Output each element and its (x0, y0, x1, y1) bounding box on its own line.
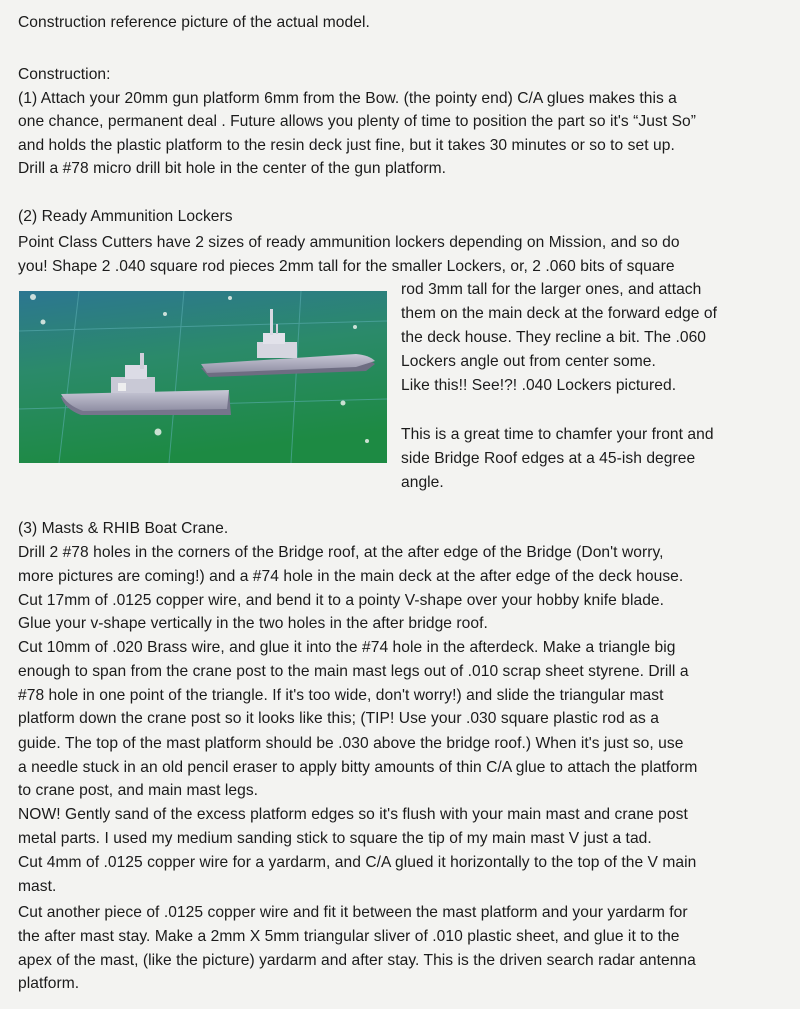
step3-line: platform down the crane post so it looks like this; (TIP! Use your .030 square plastic rod as a (18, 710, 659, 727)
step3-heading: (3) Masts & RHIB Boat Crane. (18, 520, 229, 537)
step1-line: Drill a #78 micro drill bit hole in the center of the gun platform. (18, 160, 447, 177)
step3-line: Drill 2 #78 holes in the corners of the Bridge roof, at the after edge of the Bridge (Don't worry, (18, 544, 664, 561)
step2-tip-line: This is a great time to chamfer your front and (401, 426, 714, 443)
step2-line: Like this!! See!?! .040 Lockers pictured. (401, 377, 677, 394)
model-reference-photo (19, 291, 387, 463)
step3-line: metal parts. I used my medium sanding stick to square the tip of my main mast V just a tad. (18, 830, 652, 847)
step3-line: mast. (18, 878, 57, 895)
step2-line: the deck house. They recline a bit. The .060 (401, 329, 707, 346)
step2-heading: (2) Ready Ammunition Lockers (18, 208, 233, 225)
step3-line: more pictures are coming!) and a #74 hole in the main deck at the after edge of the deck house. (18, 568, 684, 585)
step3-line: apex of the mast, (like the picture) yardarm and after stay. This is the driven search radar antenna (18, 952, 696, 969)
step2-tip-line: angle. (401, 474, 444, 491)
construction-heading: Construction: (18, 66, 111, 83)
step2-line: Point Class Cutters have 2 sizes of ready ammunition lockers depending on Mission, and so do (18, 234, 680, 251)
step3-line: the after mast stay. Make a 2mm X 5mm triangular sliver of .010 plastic sheet, and glue it to the (18, 928, 680, 945)
model-photo-image (19, 291, 387, 463)
step3-line: Cut 4mm of .0125 copper wire for a yardarm, and C/A glued it horizontally to the top of the V main (18, 854, 697, 871)
step3-line: guide. The top of the mast platform should be .030 above the bridge roof.) When it's just so, use (18, 735, 684, 752)
step3-line: Cut 10mm of .020 Brass wire, and glue it into the #74 hole in the afterdeck. Make a triangle big (18, 639, 676, 656)
step3-line: a needle stuck in an old pencil eraser to apply bitty amounts of thin C/A glue to attach the platform (18, 759, 698, 776)
intro-line: Construction reference picture of the actual model. (18, 14, 370, 31)
step3-line: #78 hole in one point of the triangle. If it's too wide, don't worry!) and slide the triangular mast (18, 687, 664, 704)
step2-line: Lockers angle out from center some. (401, 353, 656, 370)
step3-line: platform. (18, 975, 80, 992)
step1-line: (1) Attach your 20mm gun platform 6mm from the Bow. (the pointy end) C/A glues makes this a (18, 90, 677, 107)
step1-line: one chance, permanent deal . Future allows you plenty of time to position the part so it's “Just So” (18, 113, 696, 130)
step3-line: to crane post, and main mast legs. (18, 782, 259, 799)
step2-tip-line: side Bridge Roof edges at a 45-ish degree (401, 450, 696, 467)
step2-line: them on the main deck at the forward edge of (401, 305, 717, 322)
step2-line: you! Shape 2 .040 square rod pieces 2mm tall for the smaller Lockers, or, 2 .060 bits of square (18, 258, 675, 275)
step3-line: Cut another piece of .0125 copper wire and fit it between the mast platform and your yardarm for (18, 904, 688, 921)
step3-line: enough to span from the crane post to the main mast legs out of .010 scrap sheet styrene. Drill a (18, 663, 689, 680)
step2-line: rod 3mm tall for the larger ones, and attach (401, 281, 702, 298)
step3-line: Glue your v-shape vertically in the two holes in the after bridge roof. (18, 615, 488, 632)
step3-line: NOW! Gently sand of the excess platform edges so it's flush with your main mast and crane post (18, 806, 688, 823)
step3-line: Cut 17mm of .0125 copper wire, and bend it to a pointy V-shape over your hobby knife blade. (18, 592, 665, 609)
step1-line: and holds the plastic platform to the resin deck just fine, but it takes 30 minutes or so to set up. (18, 137, 675, 154)
